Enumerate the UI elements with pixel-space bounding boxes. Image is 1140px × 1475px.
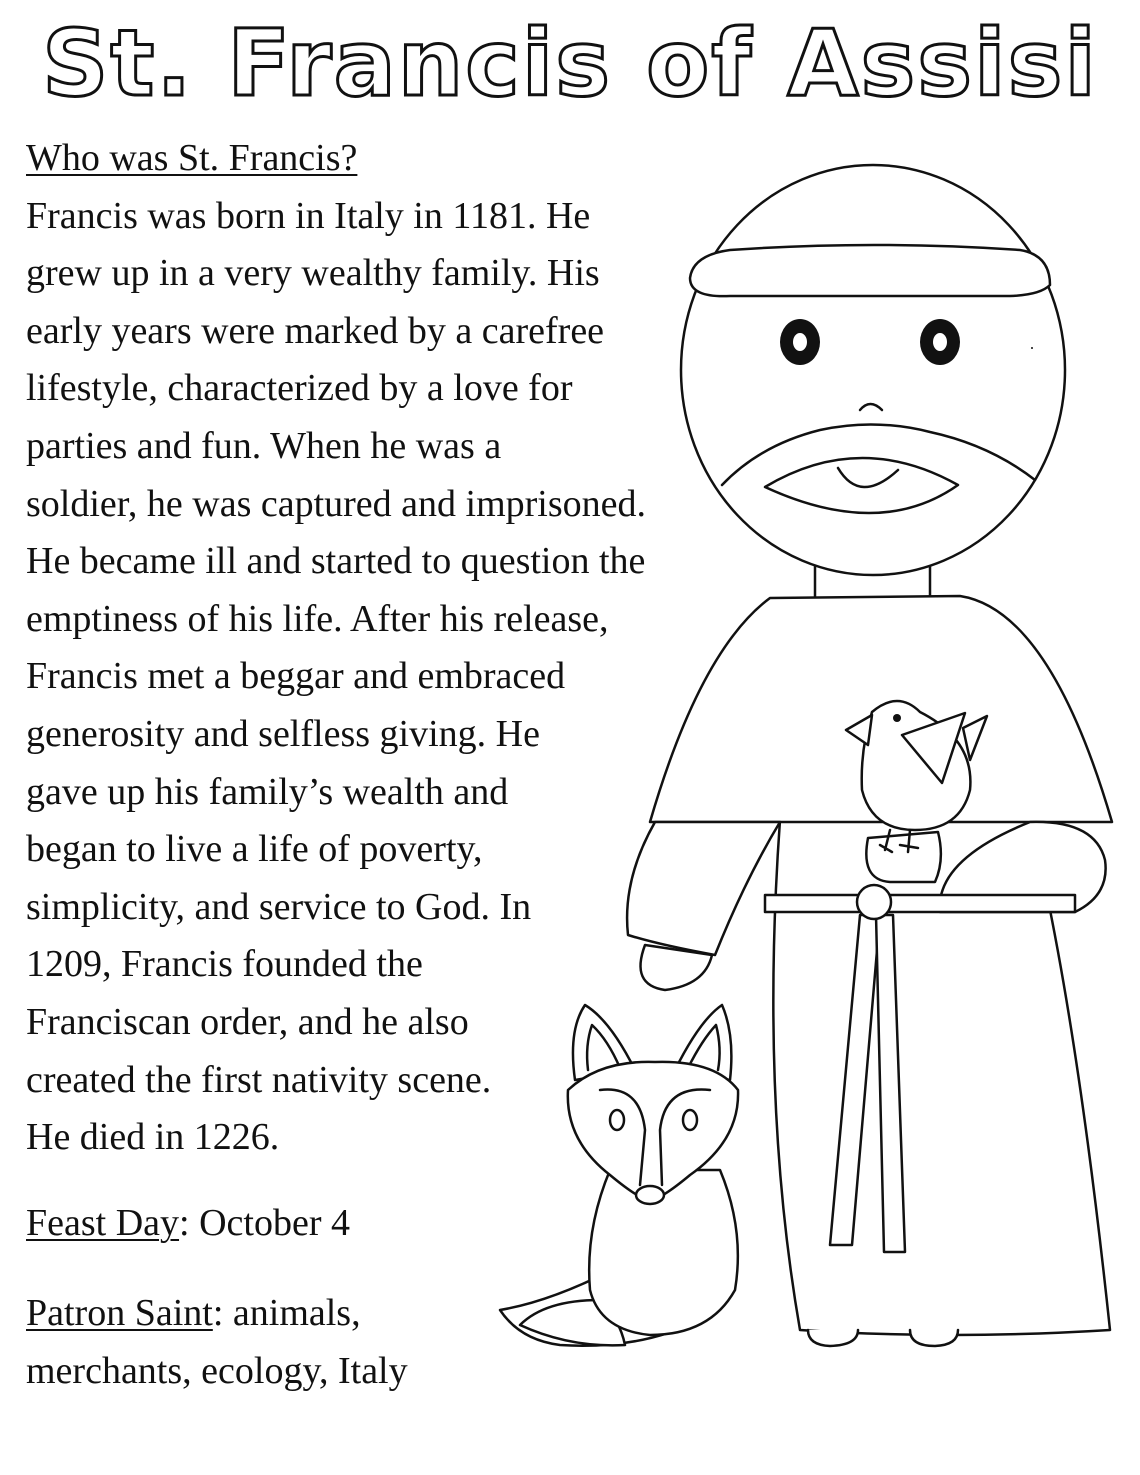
bird-eye <box>893 714 901 722</box>
biography-column <box>26 130 746 1167</box>
stray-dot <box>1031 347 1033 349</box>
biography-line: simplicity, and service to God. In <box>26 885 532 928</box>
biography-line: created the first nativity scene. <box>26 1058 492 1101</box>
biography-line: began to live a life of poverty, <box>26 828 483 871</box>
feast-day-separator: : <box>179 1202 190 1244</box>
biography-line: lifestyle, characterized by a love for <box>26 367 573 410</box>
left-eye-shine <box>793 333 807 351</box>
section-heading: Who was St. Francis? <box>26 137 358 179</box>
feast-day-label: Feast Day <box>26 1202 180 1244</box>
left-foot <box>808 1330 858 1346</box>
biography-line: gave up his family’s wealth and <box>26 770 509 813</box>
biography-line: generosity and selfless giving. He <box>26 712 540 755</box>
page-title: St. Francis of Assisi <box>42 10 1098 117</box>
biography-line: emptiness of his life. After his release, <box>26 597 609 640</box>
biography-line: soldier, he was captured and imprisoned. <box>26 482 647 525</box>
patron-saint-label: Patron Saint <box>26 1292 213 1334</box>
patron-line-1 <box>26 1285 408 1343</box>
cord-belt <box>765 895 1075 912</box>
patron-saint-value-2: merchants, ecology, Italy <box>26 1349 408 1392</box>
biography-line: parties and fun. When he was a <box>26 424 502 467</box>
feast-day-value: October 4 <box>189 1202 350 1244</box>
cord-knot <box>857 885 891 919</box>
patron-saint-value-1: animals, <box>223 1292 361 1334</box>
biography-line: Franciscan order, and he also <box>26 1000 469 1043</box>
feast-day <box>26 1195 350 1253</box>
right-eye-shine <box>933 333 947 351</box>
biography-line: Francis met a beggar and embraced <box>26 655 566 698</box>
biography-line: 1209, Francis founded the <box>26 943 423 986</box>
biography-line: early years were marked by a carefree <box>26 309 605 352</box>
patron-saint-separator: : <box>212 1292 224 1334</box>
right-foot <box>910 1330 958 1346</box>
perch-hand <box>866 832 941 882</box>
biography-line: grew up in a very wealthy family. His <box>26 252 600 295</box>
biography-line: He died in 1226. <box>26 1116 280 1159</box>
fox-nose <box>636 1186 664 1204</box>
biography-line: Francis was born in Italy in 1181. He <box>26 194 591 237</box>
patron-saint <box>26 1285 408 1400</box>
biography-line: He became ill and started to question the <box>26 540 646 583</box>
biography-text <box>26 188 746 1167</box>
